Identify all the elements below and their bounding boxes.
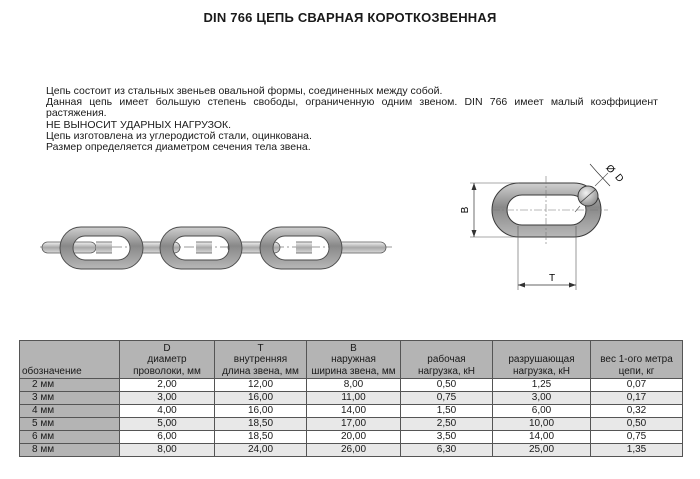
- cell-inner-length: 16,00: [215, 405, 307, 418]
- description-line: Размер определяется диаметром сечения тела звена.: [46, 141, 311, 154]
- cell-weight: 0,17: [591, 392, 683, 405]
- header-weight: вес 1-ого метра цепи, кг: [591, 341, 683, 379]
- cell-outer-width: 14,00: [307, 405, 401, 418]
- cell-outer-width: 26,00: [307, 444, 401, 457]
- table-row: [20, 431, 683, 444]
- cell-weight: 0,50: [591, 418, 683, 431]
- table-header-row: [20, 341, 683, 379]
- cell-working-load: 1,50: [401, 405, 493, 418]
- cell-diameter: 2,00: [120, 379, 215, 392]
- page-title: DIN 766 ЦЕПЬ СВАРНАЯ КОРОТКОЗВЕННАЯ: [203, 10, 497, 25]
- cell-designation: 3 мм: [20, 392, 120, 405]
- cell-breaking-load: 10,00: [493, 418, 591, 431]
- description-line: Цепь состоит из стальных звеньев овальной формы, соединенных между собой.: [46, 85, 443, 97]
- table-row: [20, 392, 683, 405]
- cell-inner-length: 12,00: [215, 379, 307, 392]
- cell-designation: 2 мм: [20, 379, 120, 392]
- cell-outer-width: 20,00: [307, 431, 401, 444]
- cell-breaking-load: 6,00: [493, 405, 591, 418]
- cell-diameter: 5,00: [120, 418, 215, 431]
- cell-working-load: 0,50: [401, 379, 493, 392]
- cell-diameter: 4,00: [120, 405, 215, 418]
- cell-designation: 5 мм: [20, 418, 120, 431]
- cell-outer-width: 11,00: [307, 392, 401, 405]
- header-inner-length: T внутренняя длина звена, мм: [215, 341, 307, 379]
- cell-breaking-load: 1,25: [493, 379, 591, 392]
- description-line: Данная цепь имеет большую степень свободы, ограниченную одним звеном. DIN 766 имеет малый коэффициент: [46, 96, 658, 109]
- table-row: [20, 444, 683, 457]
- cell-weight: 0,75: [591, 431, 683, 444]
- cell-diameter: 3,00: [120, 392, 215, 405]
- header-designation: обозначение: [20, 341, 120, 379]
- dimension-label-d: D: [612, 172, 626, 185]
- cell-designation: 6 мм: [20, 431, 120, 444]
- description-line: Цепь изготовлена из углеродистой стали, оцинкована.: [46, 129, 312, 142]
- cell-working-load: 6,30: [401, 444, 493, 457]
- header-breaking-load: разрушающая нагрузка, кН: [493, 341, 591, 379]
- cell-working-load: 2,50: [401, 418, 493, 431]
- cell-working-load: 0,75: [401, 392, 493, 405]
- cell-breaking-load: 25,00: [493, 444, 591, 457]
- cell-working-load: 3,50: [401, 431, 493, 444]
- cell-outer-width: 17,00: [307, 418, 401, 431]
- cell-inner-length: 16,00: [215, 392, 307, 405]
- cell-inner-length: 18,50: [215, 418, 307, 431]
- description-line: растяжения.: [46, 107, 107, 120]
- cell-inner-length: 24,00: [215, 444, 307, 457]
- link-dimension-drawing: [460, 163, 625, 290]
- cell-diameter: 8,00: [120, 444, 215, 457]
- header-outer-width: B наружная ширина звена, мм: [307, 341, 401, 379]
- dimension-label-t: T: [548, 273, 556, 284]
- cell-outer-width: 8,00: [307, 379, 401, 392]
- cell-inner-length: 18,50: [215, 431, 307, 444]
- table-row: [20, 418, 683, 431]
- cell-breaking-load: 3,00: [493, 392, 591, 405]
- table-row: [20, 405, 683, 418]
- cell-designation: 4 мм: [20, 405, 120, 418]
- cell-weight: 0,07: [591, 379, 683, 392]
- cell-designation: 8 мм: [20, 444, 120, 457]
- description-line: НЕ ВЫНОСИТ УДАРНЫХ НАГРУЗОК.: [46, 118, 232, 131]
- chain-side-view: [40, 227, 392, 269]
- dimension-label-b: B: [460, 206, 471, 214]
- cell-weight: 1,35: [591, 444, 683, 457]
- table-row: [20, 379, 683, 392]
- spec-table: [19, 340, 683, 457]
- cell-breaking-load: 14,00: [493, 431, 591, 444]
- header-diameter: D диаметр проволоки, мм: [120, 341, 215, 379]
- cell-diameter: 6,00: [120, 431, 215, 444]
- dimension-label-diameter: Ø: [603, 162, 617, 176]
- cell-weight: 0,32: [591, 405, 683, 418]
- header-working-load: рабочая нагрузка, кН: [401, 341, 493, 379]
